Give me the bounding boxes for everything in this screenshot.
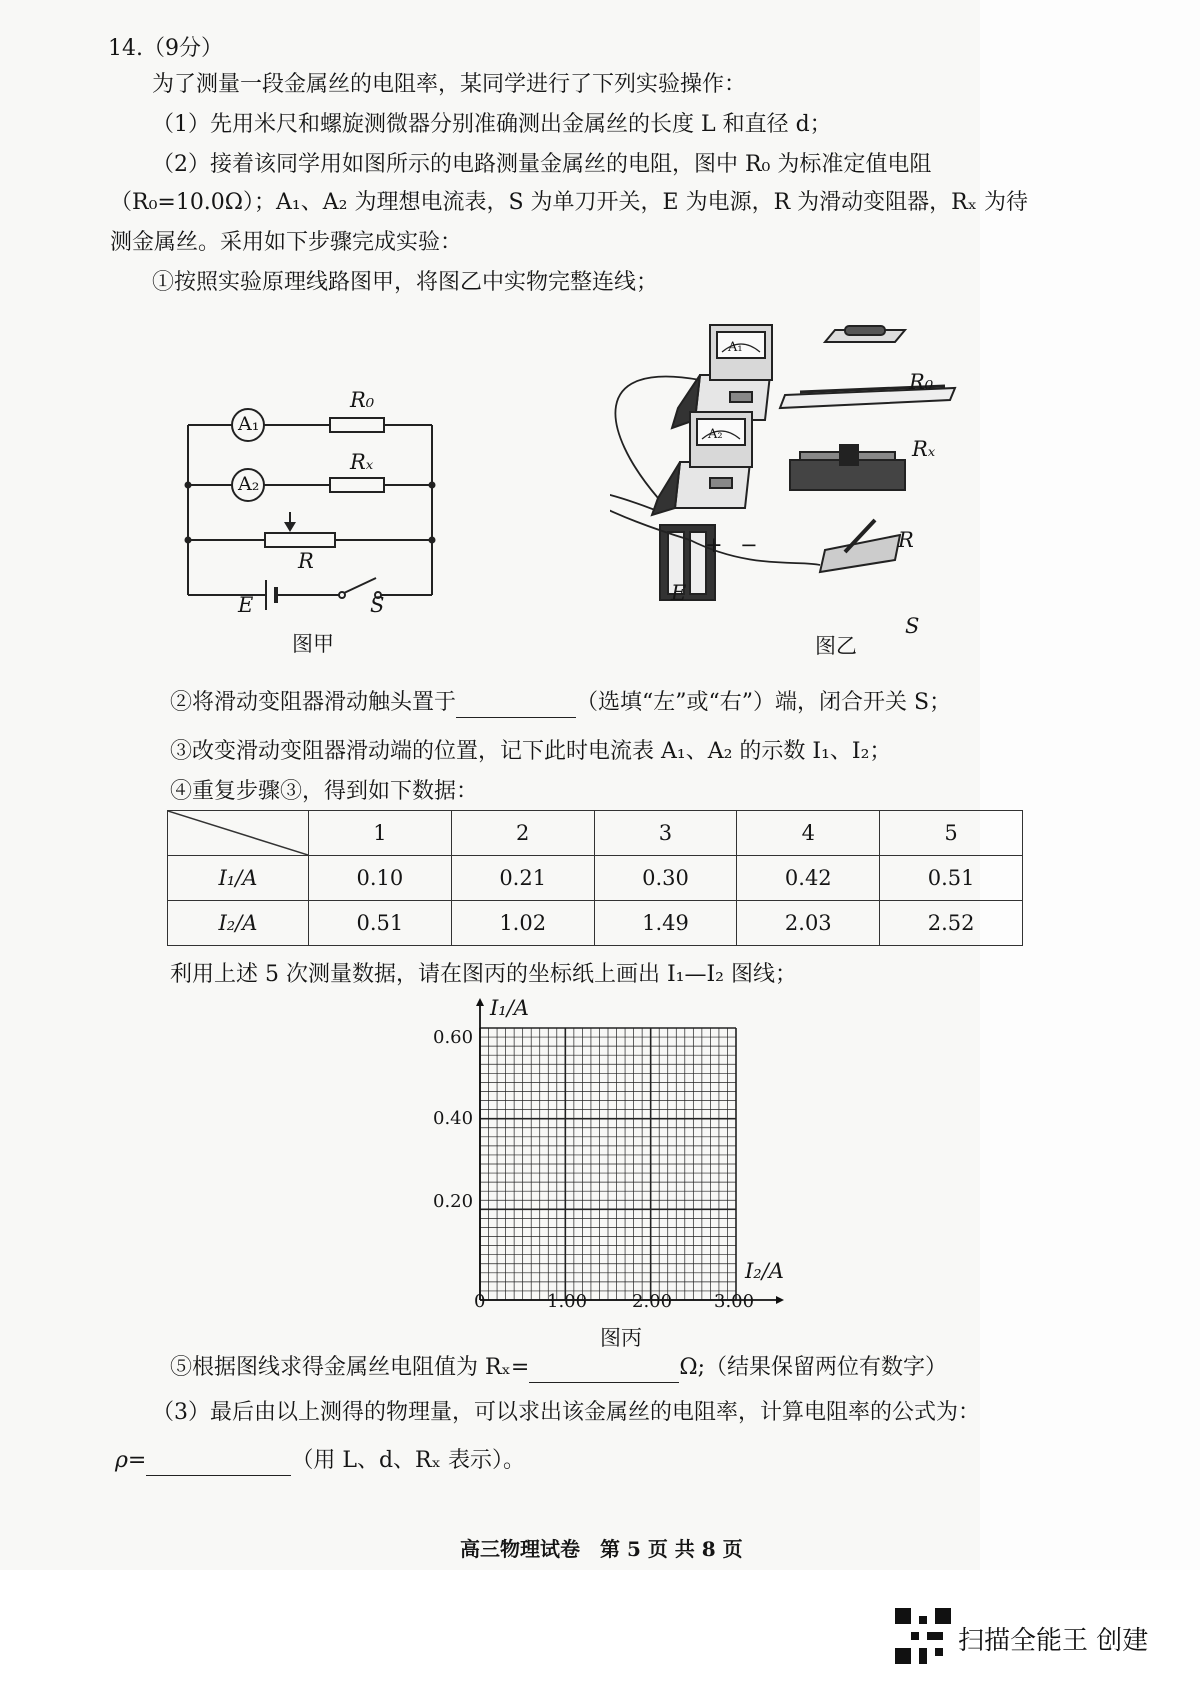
yi-label-rx: Rₓ <box>912 437 936 461</box>
sub-step-2 <box>170 688 951 718</box>
sub-step-4: ④重复步骤③，得到如下数据： <box>170 779 479 804</box>
table-cell: 0.10 <box>309 856 452 901</box>
rheostat-slider-arrow <box>284 522 296 532</box>
rho-label: ρ= <box>115 1448 147 1473</box>
step-1: （1）先用米尺和螺旋测微器分别准确测出金属丝的长度 L 和直径 d； <box>152 112 832 137</box>
label-a1: A₁ <box>238 413 260 435</box>
table-header-row <box>168 811 1023 856</box>
caption-jia: 图甲 <box>292 632 334 656</box>
data-table <box>167 810 1023 946</box>
y-axis-arrow <box>476 998 484 1006</box>
row-label-i1: I₁/A <box>168 856 309 901</box>
page-footer: 高三物理试卷 第 5 页 共 8 页 <box>460 1537 743 1561</box>
sub-step-3: ③改变滑动变阻器滑动端的位置，记下此时电流表 A₁、A₂ 的示数 I₁、I₂； <box>170 739 892 764</box>
answer-blank-rho[interactable] <box>146 1451 291 1476</box>
step-2-line-b: （R₀=10.0Ω）；A₁、A₂ 为理想电流表，S 为单刀开关，E 为电源，R 为滑动变阻器，Rₓ 为待 <box>110 190 1029 215</box>
switch-blade <box>344 578 376 593</box>
table-row-i2 <box>168 901 1023 946</box>
rheostat-symbol <box>265 533 335 547</box>
table-header-cell: 5 <box>880 811 1023 856</box>
table-cell: 0.30 <box>594 856 737 901</box>
sub-step-2-tail: （选填“左”或“右”）端，闭合开关 S； <box>576 690 952 715</box>
yi-label-minus: − <box>740 533 758 557</box>
axis-label-x: I₂/A <box>745 1259 784 1283</box>
yi-label-a1: A₁ <box>728 340 743 355</box>
qr-code-icon <box>895 1608 951 1664</box>
sub-step-5-text: ⑤根据图线求得金属丝电阻值为 Rₓ= <box>170 1355 530 1380</box>
yi-label-plus: + <box>705 533 723 557</box>
table-header-cell: 1 <box>309 811 452 856</box>
ammeter-a2-device <box>652 412 752 515</box>
label-rx: Rₓ <box>350 450 374 474</box>
resistor-r0-symbol <box>330 418 384 432</box>
step-2-line-c: 测金属丝。采用如下步骤完成实验： <box>110 230 463 255</box>
table-cell: 2.52 <box>880 901 1023 946</box>
y-tick-0.60: 0.60 <box>433 1027 474 1048</box>
caption-bing: 图丙 <box>600 1326 642 1350</box>
yi-label-a2: A₂ <box>708 427 723 442</box>
axis-label-y: I₁/A <box>490 996 529 1020</box>
table-corner <box>168 811 309 856</box>
rho-formula-line <box>115 1446 525 1476</box>
answer-blank-end[interactable] <box>456 693 576 718</box>
table-row-i1 <box>168 856 1023 901</box>
yi-label-e: E <box>671 581 687 605</box>
y-tick-0.20: 0.20 <box>433 1191 474 1212</box>
x-tick-3.00: 3.00 <box>714 1291 755 1312</box>
step-3: （3）最后由以上测得的物理量，可以求出该金属丝的电阻率，计算电阻率的公式为： <box>152 1400 980 1425</box>
label-r: R <box>298 549 314 573</box>
table-cell: 0.42 <box>737 856 880 901</box>
scanner-watermark: 扫描全能王 创建 <box>958 1626 1149 1656</box>
caption-yi: 图乙 <box>815 634 857 658</box>
step-2-line-a: （2）接着该同学用如图所示的电路测量金属丝的电阻，图中 R₀ 为标准定值电阻 <box>152 152 932 177</box>
x-axis-arrow <box>776 1296 784 1304</box>
circuit-diagram-jia <box>180 380 450 620</box>
sub-step-1: ①按照实验原理线路图甲，将图乙中实物完整连线； <box>152 270 659 295</box>
rheostat-device <box>790 445 905 490</box>
label-a2: A₂ <box>238 473 260 495</box>
yi-label-r0: R₀ <box>909 370 934 394</box>
graph-paper-bing <box>420 995 800 1305</box>
scan-margin <box>980 0 1200 1570</box>
table-header-cell: 4 <box>737 811 880 856</box>
table-cell: 2.03 <box>737 901 880 946</box>
x-tick-0: 0 <box>474 1291 486 1312</box>
sub-step-2-text: ②将滑动变阻器滑动触头置于 <box>170 690 457 715</box>
table-cell: 1.49 <box>594 901 737 946</box>
answer-blank-rx[interactable] <box>529 1358 679 1383</box>
label-e: E <box>238 593 254 617</box>
label-s: S <box>370 593 385 617</box>
table-cell: 0.51 <box>309 901 452 946</box>
resistor-r0-device <box>825 326 905 342</box>
switch-device <box>820 520 900 572</box>
table-header-cell: 2 <box>451 811 594 856</box>
rho-note: （用 L、d、Rₓ 表示）。 <box>291 1448 525 1473</box>
label-r0: R₀ <box>350 388 375 412</box>
yi-label-r: R <box>898 528 914 552</box>
table-cell: 0.51 <box>880 856 1023 901</box>
yi-label-s: S <box>905 614 920 638</box>
resistor-rx-symbol <box>330 478 384 492</box>
y-tick-0.40: 0.40 <box>433 1108 474 1129</box>
table-header-cell: 3 <box>594 811 737 856</box>
row-label-i2: I₂/A <box>168 901 309 946</box>
sub-step-5 <box>170 1353 947 1383</box>
question-number: 14.（9分） <box>108 36 223 61</box>
sub-step-5-tail: Ω;（结果保留两位有数字） <box>679 1355 947 1380</box>
x-tick-1.00: 1.00 <box>547 1291 588 1312</box>
table-cell: 1.02 <box>451 901 594 946</box>
plot-instruction: 利用上述 5 次测量数据，请在图丙的坐标纸上画出 I₁—I₂ 图线； <box>170 962 797 987</box>
x-tick-2.00: 2.00 <box>632 1291 673 1312</box>
question-intro: 为了测量一段金属丝的电阻率，某同学进行了下列实验操作： <box>152 72 747 97</box>
table-cell: 0.21 <box>451 856 594 901</box>
